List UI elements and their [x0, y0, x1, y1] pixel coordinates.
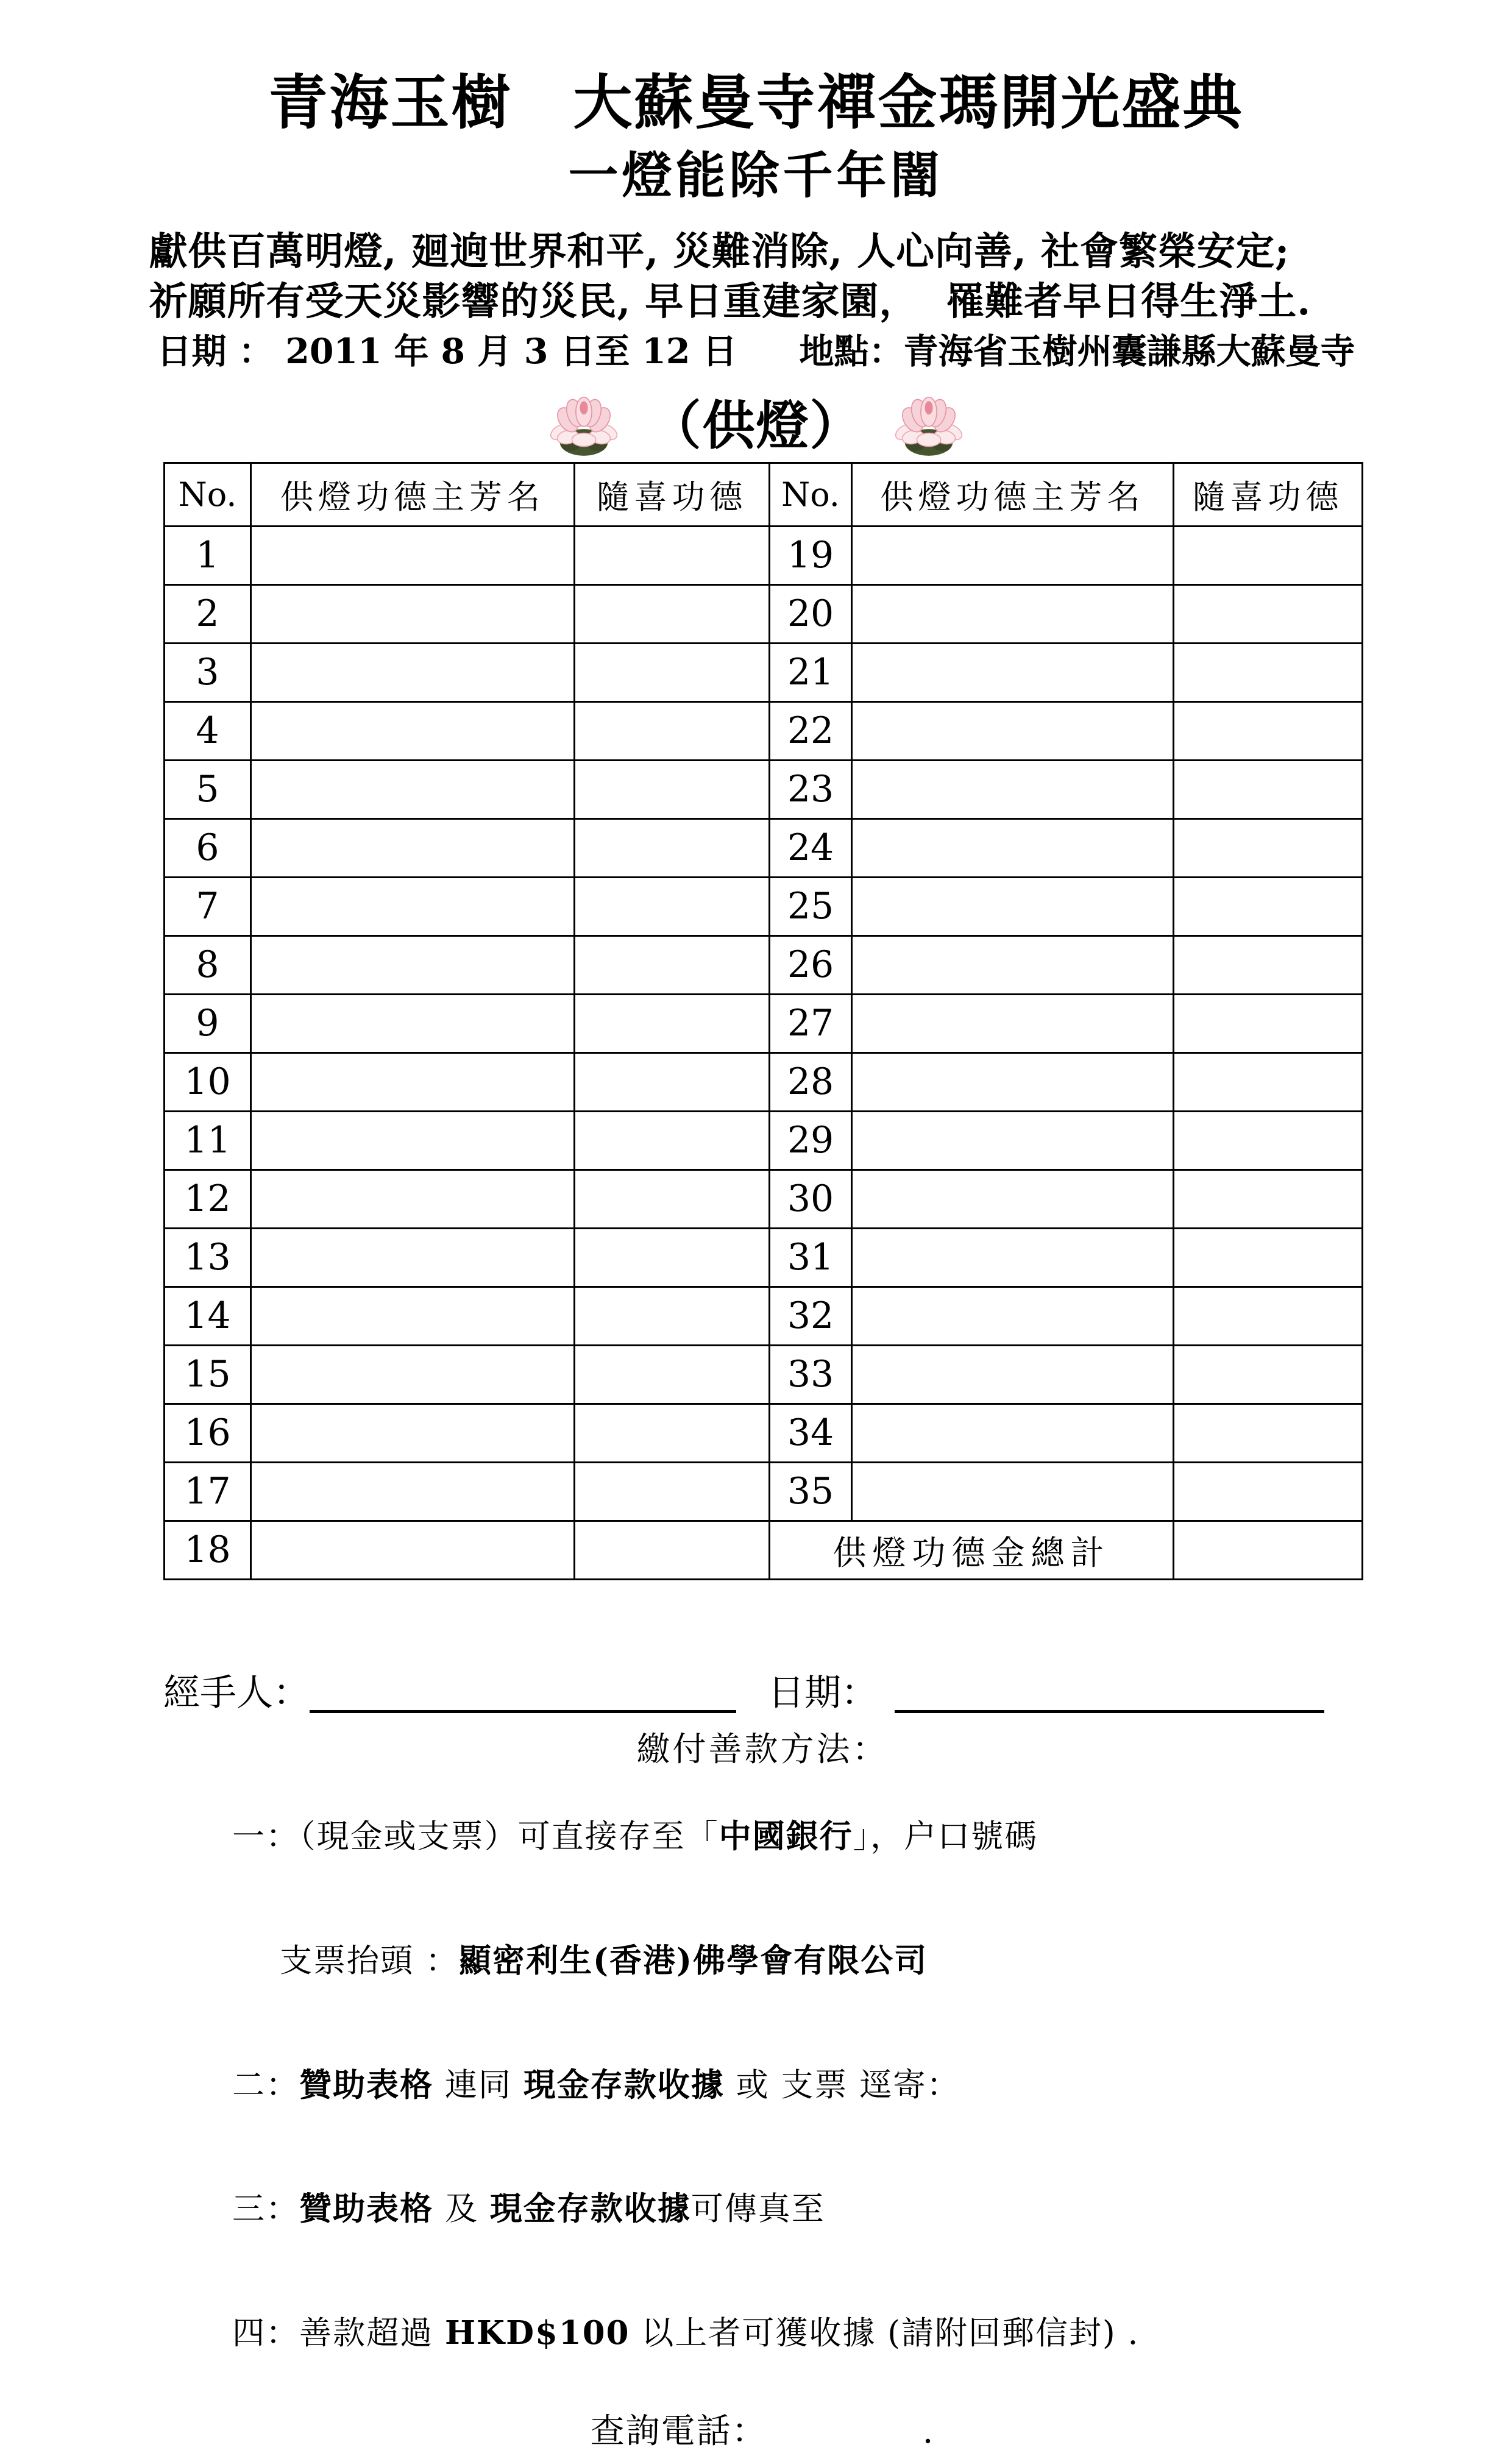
- method2-mid: 連同: [433, 2066, 524, 2104]
- header-row: [165, 463, 1363, 526]
- donor-name-cell: [251, 1345, 575, 1404]
- merit-amount-cell: [575, 935, 770, 994]
- table-row: [165, 935, 1363, 994]
- banner-label: （供燈）: [648, 394, 864, 456]
- donor-name-cell: [852, 1053, 1174, 1111]
- merit-amount-cell: [1174, 1345, 1363, 1404]
- date-blank-line: [895, 1674, 1324, 1713]
- donor-name-cell: [251, 1053, 575, 1111]
- donor-name-cell: [251, 1287, 575, 1345]
- row-number-cell: 18: [165, 1521, 251, 1579]
- row-number-cell: 11: [165, 1111, 251, 1170]
- form-footer: [163, 1673, 1361, 2453]
- merit-amount-cell: [575, 643, 770, 701]
- merit-amount-cell: [575, 760, 770, 818]
- page-title: 青海玉樹 大蘇曼寺禪金瑪開光盛典: [268, 68, 1244, 137]
- merit-amount-cell: [575, 1053, 770, 1111]
- row-number-cell: 3: [165, 643, 251, 701]
- row-number-cell: 17: [165, 1462, 251, 1521]
- table-row: [165, 818, 1363, 877]
- row-number-cell: 7: [165, 877, 251, 935]
- merit-amount-cell: [575, 877, 770, 935]
- row-number-cell: 20: [770, 584, 852, 643]
- donor-name-cell: [251, 818, 575, 877]
- merit-amount-cell: [575, 1170, 770, 1228]
- merit-amount-cell: [1174, 584, 1363, 643]
- row-number-cell: 35: [770, 1462, 852, 1521]
- row-number-cell: 4: [165, 701, 251, 760]
- event-date: 日期 ： 2011 年 8 月 3 日至 12 日: [157, 331, 737, 372]
- table-row: [165, 877, 1363, 935]
- footer-date-label: 日期：: [768, 1671, 878, 1714]
- method1-prefix: 一：（現金或支票）可直接存至「: [232, 1818, 719, 1856]
- method2-cash-receipt: 現金存款收據: [523, 2065, 725, 2104]
- total-label-cell: 供燈功德金總計: [770, 1521, 1174, 1579]
- table-row: [165, 701, 1363, 760]
- donor-name-cell: [852, 818, 1174, 877]
- merit-amount-cell: [1174, 1462, 1363, 1521]
- merit-amount-cell: [1174, 526, 1363, 584]
- donor-name-cell: [852, 935, 1174, 994]
- donor-name-cell: [852, 643, 1174, 701]
- table-row: [165, 1053, 1363, 1111]
- table-row: [165, 1521, 1363, 1579]
- merit-amount-cell: [1174, 1111, 1363, 1170]
- donor-name-cell: [852, 877, 1174, 935]
- method2-sponsor-form: 贊助表格: [299, 2065, 434, 2104]
- merit-amount-cell: [1174, 1287, 1363, 1345]
- donor-name-cell: [251, 701, 575, 760]
- row-number-cell: 12: [165, 1170, 251, 1228]
- method4-amount: HKD$100: [444, 2314, 630, 2352]
- row-number-cell: 6: [165, 818, 251, 877]
- event-location: 地點：青海省玉樹州囊謙縣大蘇曼寺: [799, 331, 1355, 372]
- table-row: [165, 1170, 1363, 1228]
- header-no-right: No.: [770, 463, 852, 526]
- table-row: [165, 643, 1363, 701]
- donor-name-cell: [251, 1404, 575, 1462]
- table-row: [165, 1228, 1363, 1287]
- row-number-cell: 24: [770, 818, 852, 877]
- donor-name-cell: [852, 526, 1174, 584]
- row-number-cell: 31: [770, 1228, 852, 1287]
- donor-name-cell: [852, 1462, 1174, 1521]
- row-number-cell: 22: [770, 701, 852, 760]
- inquiry-phone-label: 查詢電話：: [590, 2412, 767, 2452]
- donor-name-cell: [251, 1170, 575, 1228]
- merit-amount-cell: [575, 1404, 770, 1462]
- intro-paragraph: [149, 227, 1363, 327]
- row-number-cell: 10: [165, 1053, 251, 1111]
- donation-table-body: [165, 526, 1363, 1579]
- intro-line-1: 獻供百萬明燈, 廻逈世界和平, 災難消除, 人心向善, 社會繁榮安定;: [149, 228, 1290, 274]
- table-row: [165, 1462, 1363, 1521]
- signature-row: [163, 1673, 1361, 1713]
- table-row: [165, 1345, 1363, 1404]
- merit-amount-cell: [1174, 994, 1363, 1053]
- donor-name-cell: [852, 1228, 1174, 1287]
- row-number-cell: 19: [770, 526, 852, 584]
- lamp-offering-banner: [0, 382, 1512, 461]
- donation-form-page: [0, 64, 1512, 2452]
- donor-name-cell: [251, 584, 575, 643]
- header-donor-name-right: 供燈功德主芳名: [852, 463, 1174, 526]
- method3-sponsor-form: 贊助表格: [299, 2190, 434, 2228]
- inquiry-phone-period: .: [922, 2412, 935, 2452]
- row-number-cell: 32: [770, 1287, 852, 1345]
- donor-name-cell: [852, 994, 1174, 1053]
- row-number-cell: 2: [165, 584, 251, 643]
- method3-mid: 及: [433, 2190, 490, 2228]
- merit-amount-cell: [575, 584, 770, 643]
- inquiry-phone-row: [163, 2404, 1361, 2453]
- donor-name-cell: [852, 584, 1174, 643]
- donor-name-cell: [251, 760, 575, 818]
- merit-amount-cell: [1174, 877, 1363, 935]
- row-number-cell: 27: [770, 994, 852, 1053]
- header-merit-left: 隨喜功德: [575, 463, 770, 526]
- row-number-cell: 28: [770, 1053, 852, 1111]
- event-meta-row: [157, 331, 1355, 372]
- merit-amount-cell: [1174, 1170, 1363, 1228]
- donor-name-cell: [852, 1170, 1174, 1228]
- donor-name-cell: [852, 1111, 1174, 1170]
- donor-name-cell: [852, 1404, 1174, 1462]
- merit-amount-cell: [1174, 935, 1363, 994]
- merit-amount-cell: [1174, 1521, 1363, 1579]
- intro-line-2: 祈願所有受天災影響的災民, 早日重建家園， 罹難者早日得生淨土.: [149, 278, 1311, 324]
- row-number-cell: 33: [770, 1345, 852, 1404]
- method2-number: 二：: [232, 2066, 300, 2104]
- merit-amount-cell: [1174, 1404, 1363, 1462]
- donor-name-cell: [251, 994, 575, 1053]
- method4-suffix: 以上者可獲收據 (請附回郵信封) .: [630, 2315, 1140, 2352]
- merit-amount-cell: [575, 526, 770, 584]
- row-number-cell: 21: [770, 643, 852, 701]
- payment-method-3: [163, 2154, 1361, 2266]
- donor-name-cell: [251, 526, 575, 584]
- row-number-cell: 25: [770, 877, 852, 935]
- handler-label: 經手人：: [163, 1671, 310, 1714]
- table-row: [165, 526, 1363, 584]
- method3-rest: 可傳真至: [690, 2190, 825, 2228]
- merit-amount-cell: [575, 701, 770, 760]
- merit-amount-cell: [575, 1287, 770, 1345]
- merit-amount-cell: [575, 1521, 770, 1579]
- donor-name-cell: [251, 877, 575, 935]
- row-number-cell: 30: [770, 1170, 852, 1228]
- row-number-cell: 29: [770, 1111, 852, 1170]
- header-no-left: No.: [165, 463, 251, 526]
- merit-amount-cell: [1174, 760, 1363, 818]
- method3-cash-receipt: 現金存款收據: [489, 2190, 691, 2228]
- cheque-payee-line: [163, 1905, 1361, 2017]
- merit-amount-cell: [575, 1345, 770, 1404]
- merit-amount-cell: [1174, 1228, 1363, 1287]
- row-number-cell: 14: [165, 1287, 251, 1345]
- method1-bank-name: 中國銀行: [719, 1817, 853, 1856]
- method2-rest: 或 支票 逕寄：: [724, 2066, 960, 2104]
- table-row: [165, 760, 1363, 818]
- row-number-cell: 5: [165, 760, 251, 818]
- row-number-cell: 8: [165, 935, 251, 994]
- lotus-image-right: [895, 385, 962, 457]
- payment-methods-title: 繳付善款方法：: [636, 1729, 889, 1769]
- merit-amount-cell: [1174, 818, 1363, 877]
- payee-label: 支票抬頭 ：: [280, 1942, 459, 1979]
- donor-name-cell: [251, 1111, 575, 1170]
- donor-name-cell: [852, 1345, 1174, 1404]
- table-row: [165, 994, 1363, 1053]
- table-row: [165, 1404, 1363, 1462]
- merit-amount-cell: [1174, 1053, 1363, 1111]
- payee-name: 顯密利生(香港)佛學會有限公司: [458, 1941, 928, 1979]
- row-number-cell: 13: [165, 1228, 251, 1287]
- lotus-image-left: [550, 385, 617, 457]
- donor-name-cell: [251, 1521, 575, 1579]
- payment-method-2: [163, 2029, 1361, 2142]
- merit-amount-cell: [1174, 643, 1363, 701]
- donor-name-cell: [251, 1462, 575, 1521]
- table-row: [165, 1111, 1363, 1170]
- payment-method-1: [163, 1781, 1361, 1893]
- handler-blank-line: [310, 1674, 736, 1713]
- donor-name-cell: [852, 760, 1174, 818]
- merit-amount-cell: [575, 1462, 770, 1521]
- header-merit-right: 隨喜功德: [1174, 463, 1363, 526]
- donation-table: [163, 462, 1363, 1580]
- row-number-cell: 23: [770, 760, 852, 818]
- donation-table-header: [165, 463, 1363, 526]
- page-subtitle: 一燈能除千年闇: [568, 146, 944, 205]
- row-number-cell: 16: [165, 1404, 251, 1462]
- table-row: [165, 1287, 1363, 1345]
- header-donor-name-left: 供燈功德主芳名: [251, 463, 575, 526]
- method3-number: 三：: [232, 2190, 300, 2228]
- merit-amount-cell: [575, 994, 770, 1053]
- payment-method-4: [163, 2277, 1361, 2390]
- donor-name-cell: [251, 1228, 575, 1287]
- donor-name-cell: [251, 643, 575, 701]
- donor-name-cell: [251, 935, 575, 994]
- merit-amount-cell: [1174, 701, 1363, 760]
- row-number-cell: 15: [165, 1345, 251, 1404]
- method1-suffix: 」，户口號碼: [853, 1818, 1038, 1856]
- row-number-cell: 1: [165, 526, 251, 584]
- merit-amount-cell: [575, 1228, 770, 1287]
- table-row: [165, 584, 1363, 643]
- row-number-cell: 9: [165, 994, 251, 1053]
- row-number-cell: 26: [770, 935, 852, 994]
- donor-name-cell: [852, 701, 1174, 760]
- method4-prefix: 四：善款超過: [232, 2315, 445, 2352]
- donor-name-cell: [852, 1287, 1174, 1345]
- merit-amount-cell: [575, 818, 770, 877]
- merit-amount-cell: [575, 1111, 770, 1170]
- row-number-cell: 34: [770, 1404, 852, 1462]
